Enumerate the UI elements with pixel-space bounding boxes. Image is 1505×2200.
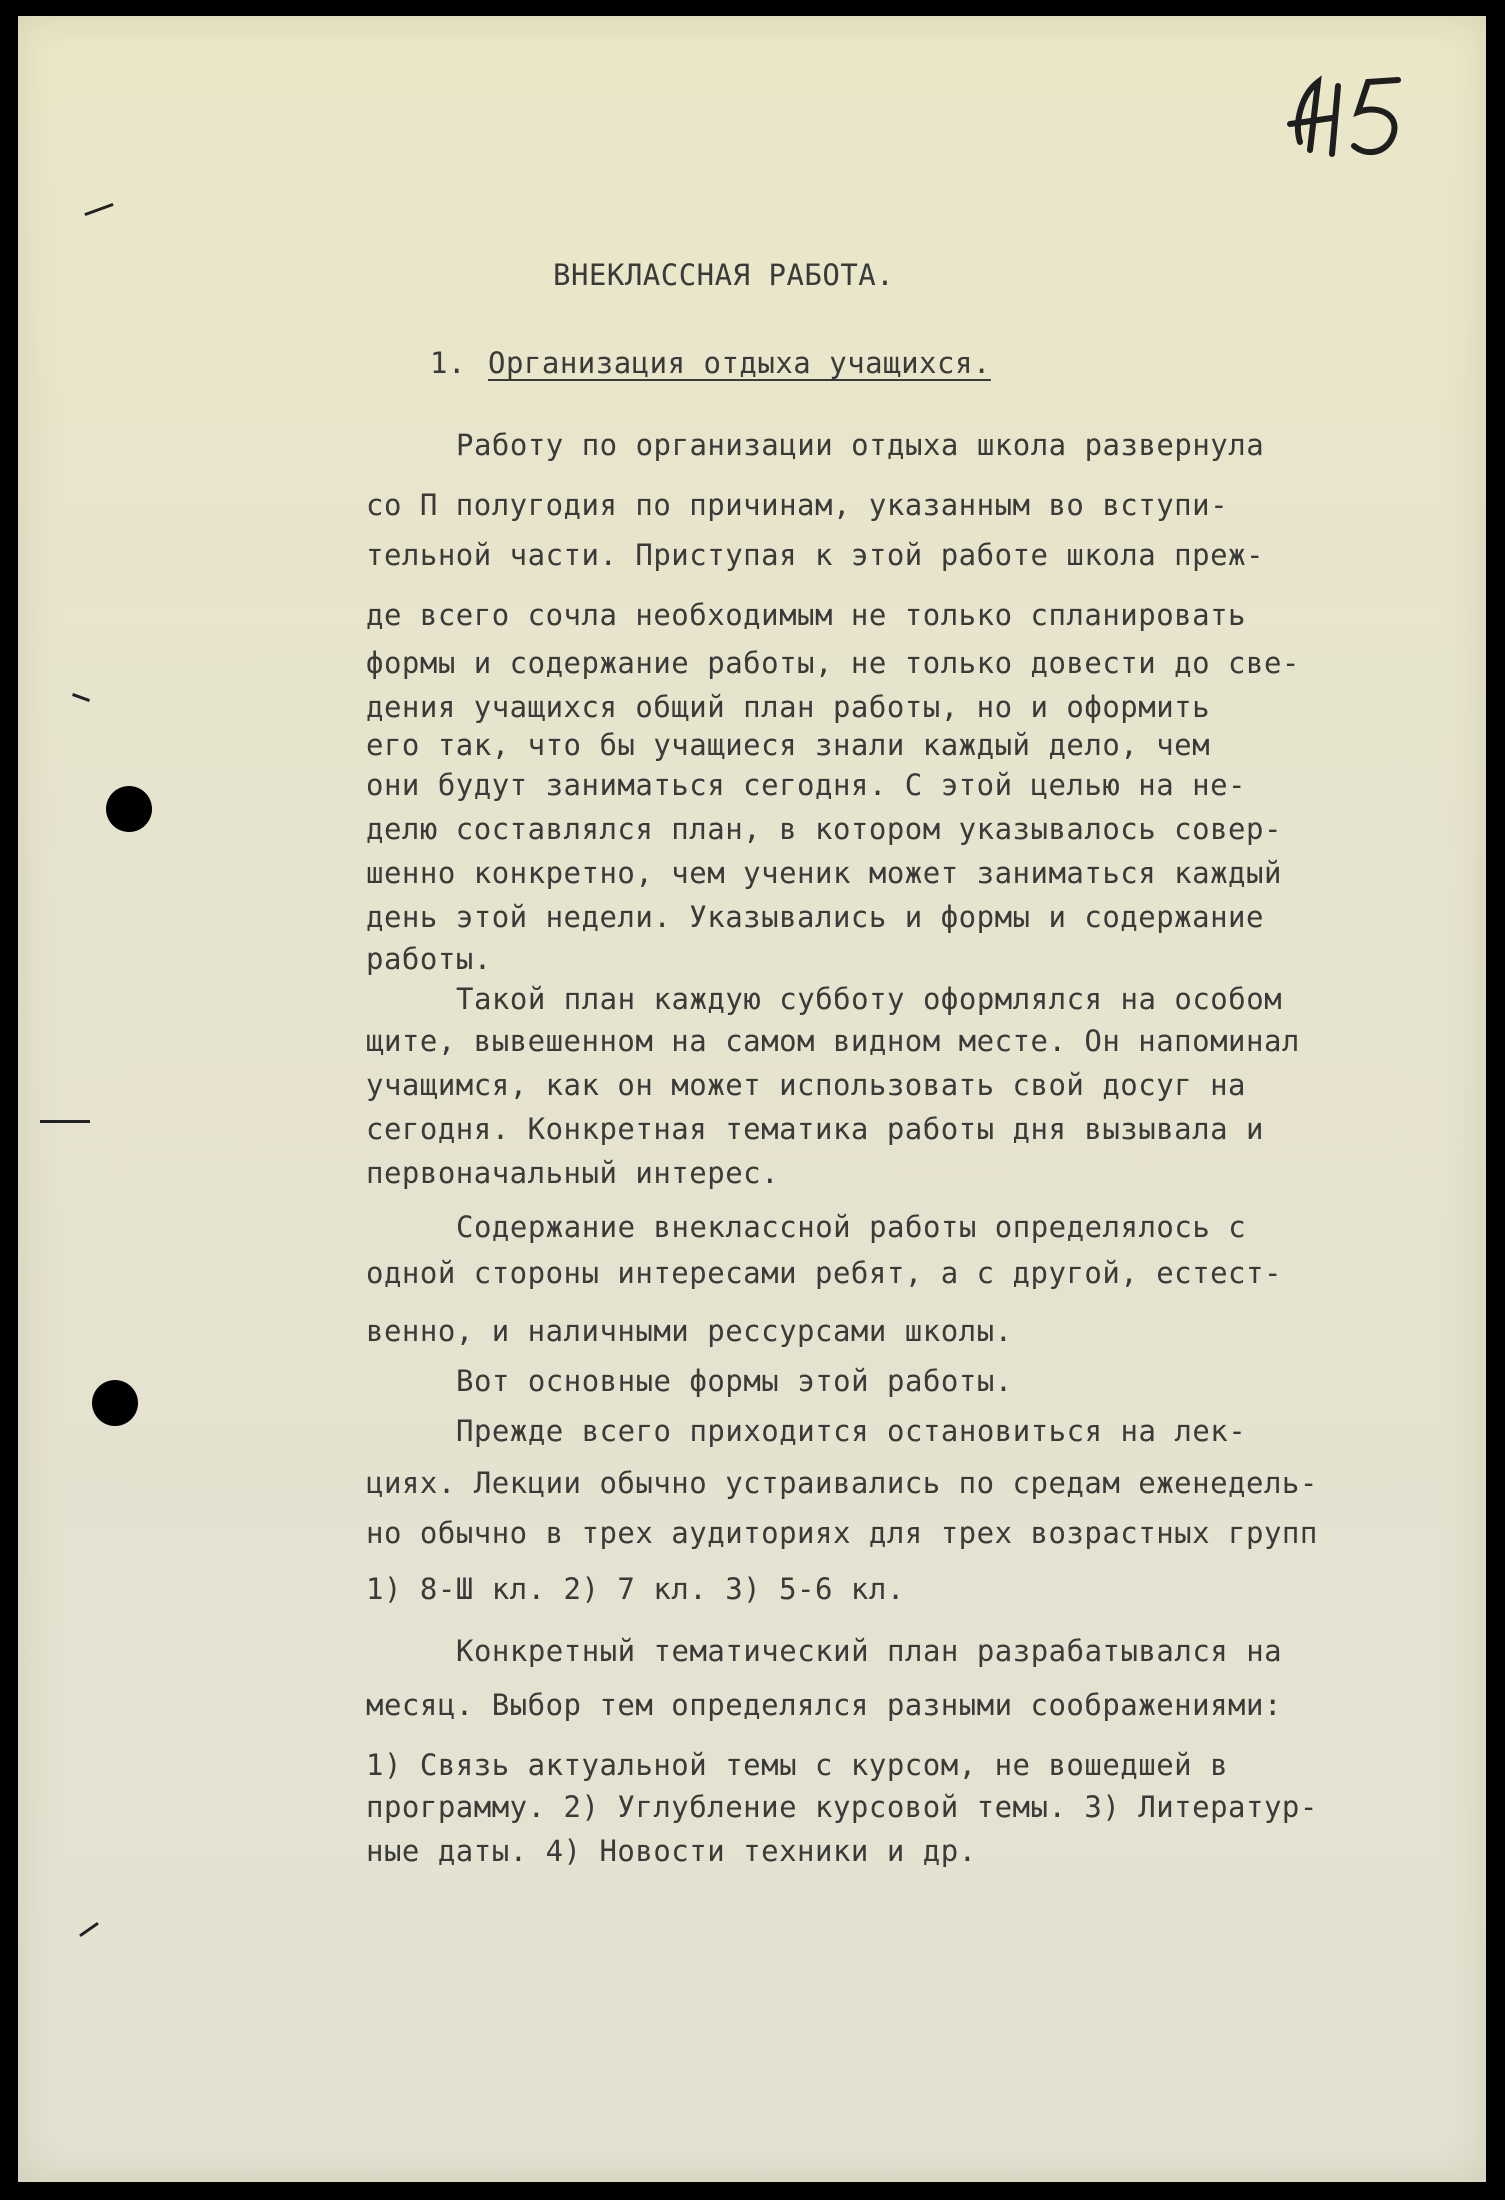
text-line: шенно конкретно, чем ученик может заниматься каждый	[366, 856, 1282, 890]
text-line: циях. Лекции обычно устраивались по средам еженедель-	[366, 1466, 1318, 1500]
text-line: дения учащихся общий план работы, но и оформить	[366, 690, 1211, 724]
text-line: Конкретный тематический план разрабатывался на	[456, 1634, 1283, 1668]
text-line: формы и содержание работы, не только довести до све-	[366, 646, 1300, 680]
text-line: сегодня. Конкретная тематика работы дня вызывала и	[366, 1112, 1264, 1146]
text-line: венно, и наличными рессурсами школы.	[366, 1314, 1013, 1348]
margin-mark	[40, 1120, 90, 1123]
folio-handwriting	[1280, 72, 1420, 172]
text-line: 1) 8-Ш кл. 2) 7 кл. 3) 5-6 кл.	[366, 1572, 905, 1606]
text-line: программу. 2) Углубление курсовой темы. 3) Литератур-	[366, 1790, 1318, 1824]
text-line: тельной части. Приступая к этой работе школа преж-	[366, 538, 1264, 572]
text-line: Содержание внеклассной работы определялось с	[456, 1210, 1247, 1244]
text-line: месяц. Выбор тем определялся разными соображениями:	[366, 1688, 1282, 1722]
section-number: 1.	[430, 346, 466, 380]
text-line: Работу по организации отдыха школа развернула	[456, 428, 1265, 462]
text-line: Вот основные формы этой работы.	[456, 1364, 1013, 1398]
text-line: учащимся, как он может использовать свой досуг на	[366, 1068, 1247, 1102]
margin-mark	[79, 1922, 99, 1937]
text-line: Прежде всего приходится остановиться на лек-	[456, 1414, 1247, 1448]
text-line: со П полугодия по причинам, указанным во вступи-	[366, 488, 1229, 522]
text-line: они будут заниматься сегодня. С этой целью на не-	[366, 768, 1247, 802]
text-line: первоначальный интерес.	[366, 1156, 780, 1190]
text-line: день этой недели. Указывались и формы и содержание	[366, 900, 1264, 934]
punch-hole-bottom	[92, 1380, 138, 1426]
handwritten-folio-number	[1280, 72, 1420, 172]
text-line: работы.	[366, 942, 492, 976]
document-title: ВНЕКЛАССНАЯ РАБОТА.	[553, 258, 895, 292]
section-title: Организация отдыха учащихся.	[488, 346, 991, 380]
text-line: Такой план каждую субботу оформлялся на особом	[456, 982, 1283, 1016]
margin-mark	[72, 693, 90, 702]
text-line: ные даты. 4) Новости техники и др.	[366, 1834, 977, 1868]
document-page	[18, 16, 1486, 2182]
text-line: 1) Связь актуальной темы с курсом, не вошедшей в	[366, 1748, 1229, 1782]
punch-hole-top	[106, 786, 152, 832]
margin-mark	[84, 203, 113, 216]
text-line: делю составлялся план, в котором указывалось совер-	[366, 812, 1282, 846]
text-line: щите, вывешенном на самом видном месте. Он напоминал	[366, 1024, 1300, 1058]
text-line: но обычно в трех аудиториях для трех возрастных групп	[366, 1516, 1318, 1550]
text-line: де всего сочла необходимым не только спланировать	[366, 598, 1247, 632]
text-line: одной стороны интересами ребят, а с другой, естест-	[366, 1256, 1282, 1290]
text-line: его так, что бы учащиеся знали каждый дело, чем	[366, 728, 1211, 762]
